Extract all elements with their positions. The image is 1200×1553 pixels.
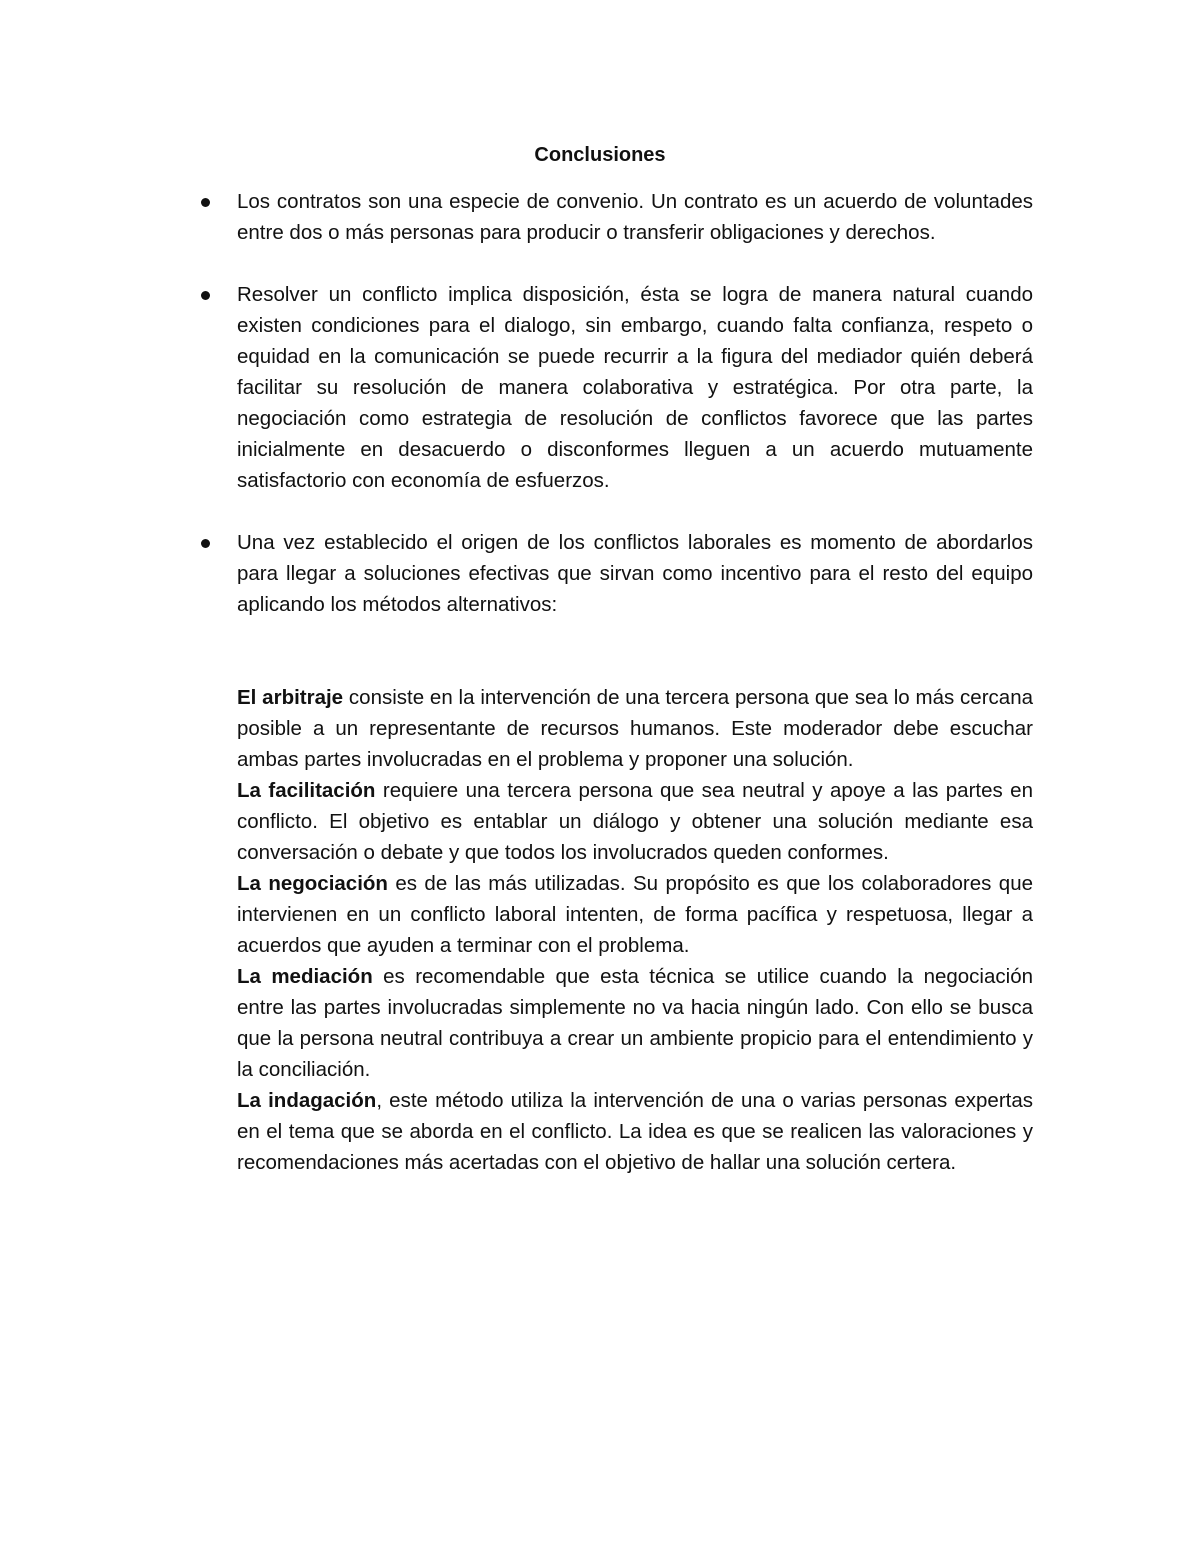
- method-description: , este método utiliza la intervención de una o varias personas expertas en el tema que se aborda en el conflicto. La idea es que se realicen las valoraciones y recomendaciones más acertadas con el objetivo de hallar una solución certera.: [237, 1089, 1033, 1174]
- document-title: Conclusiones: [534, 144, 666, 166]
- method-description: consiste en la intervención de una tercera persona que sea lo más cercana posible a un representante de recursos humanos. Este moderador debe escuchar ambas partes involucradas en el problema y proponer una solución.: [237, 686, 1033, 771]
- method-paragraph: [237, 682, 1033, 775]
- method-term: La indagación: [237, 1089, 377, 1112]
- method-term: La facilitación: [237, 779, 376, 802]
- list-item-text: Los contratos son una especie de convenio. Un contrato es un acuerdo de voluntades entre dos o más personas para producir o transferir obligaciones y derechos.: [237, 190, 1033, 244]
- method-term: La mediación: [237, 965, 373, 988]
- bullet-icon: [201, 291, 210, 300]
- method-description: es de las más utilizadas. Su propósito es que los colaboradores que intervienen en un conflicto laboral intenten, de forma pacífica y respetuosa, llegar a acuerdos que ayuden a terminar con el problema.: [237, 872, 1033, 957]
- method-paragraph: [237, 775, 1033, 868]
- conclusions-list: [237, 186, 1033, 651]
- method-paragraph: [237, 961, 1033, 1085]
- list-item-text: Una vez establecido el origen de los conflictos laborales es momento de abordarlos para llegar a soluciones efectivas que sirvan como incentivo para el resto del equipo aplicando los métodos alternativos:: [237, 531, 1033, 616]
- list-item: [237, 186, 1033, 248]
- method-paragraph: [237, 1085, 1033, 1178]
- method-term: El arbitraje: [237, 686, 344, 709]
- methods-section: [237, 682, 1033, 1178]
- method-term: La negociación: [237, 872, 388, 895]
- bullet-icon: [201, 539, 210, 548]
- list-item: [237, 279, 1033, 496]
- list-item-text: Resolver un conflicto implica disposición, ésta se logra de manera natural cuando existen condiciones para el dialogo, sin embargo, cuando falta confianza, respeto o equidad en la comunicación se puede recurrir a la figura del mediador quién deberá facilitar su resolución de manera colaborativa y estratégica. Por otra parte, la negociación como estrategia de resolución de conflictos favorece que las partes inicialmente en desacuerdo o disconformes lleguen a un acuerdo mutuamente satisfactorio con economía de esfuerzos.: [237, 283, 1033, 492]
- bullet-icon: [201, 198, 210, 207]
- list-item: [237, 527, 1033, 620]
- method-description: requiere una tercera persona que sea neutral y apoye a las partes en conflicto. El objetivo es entablar un diálogo y obtener una solución mediante esa conversación o debate y que todos los involucrados queden conformes.: [237, 779, 1033, 864]
- method-description: es recomendable que esta técnica se utilice cuando la negociación entre las partes involucradas simplemente no va hacia ningún lado. Con ello se busca que la persona neutral contribuya a crear un ambiente propicio para el entendimiento y la conciliación.: [237, 965, 1033, 1081]
- method-paragraph: [237, 868, 1033, 961]
